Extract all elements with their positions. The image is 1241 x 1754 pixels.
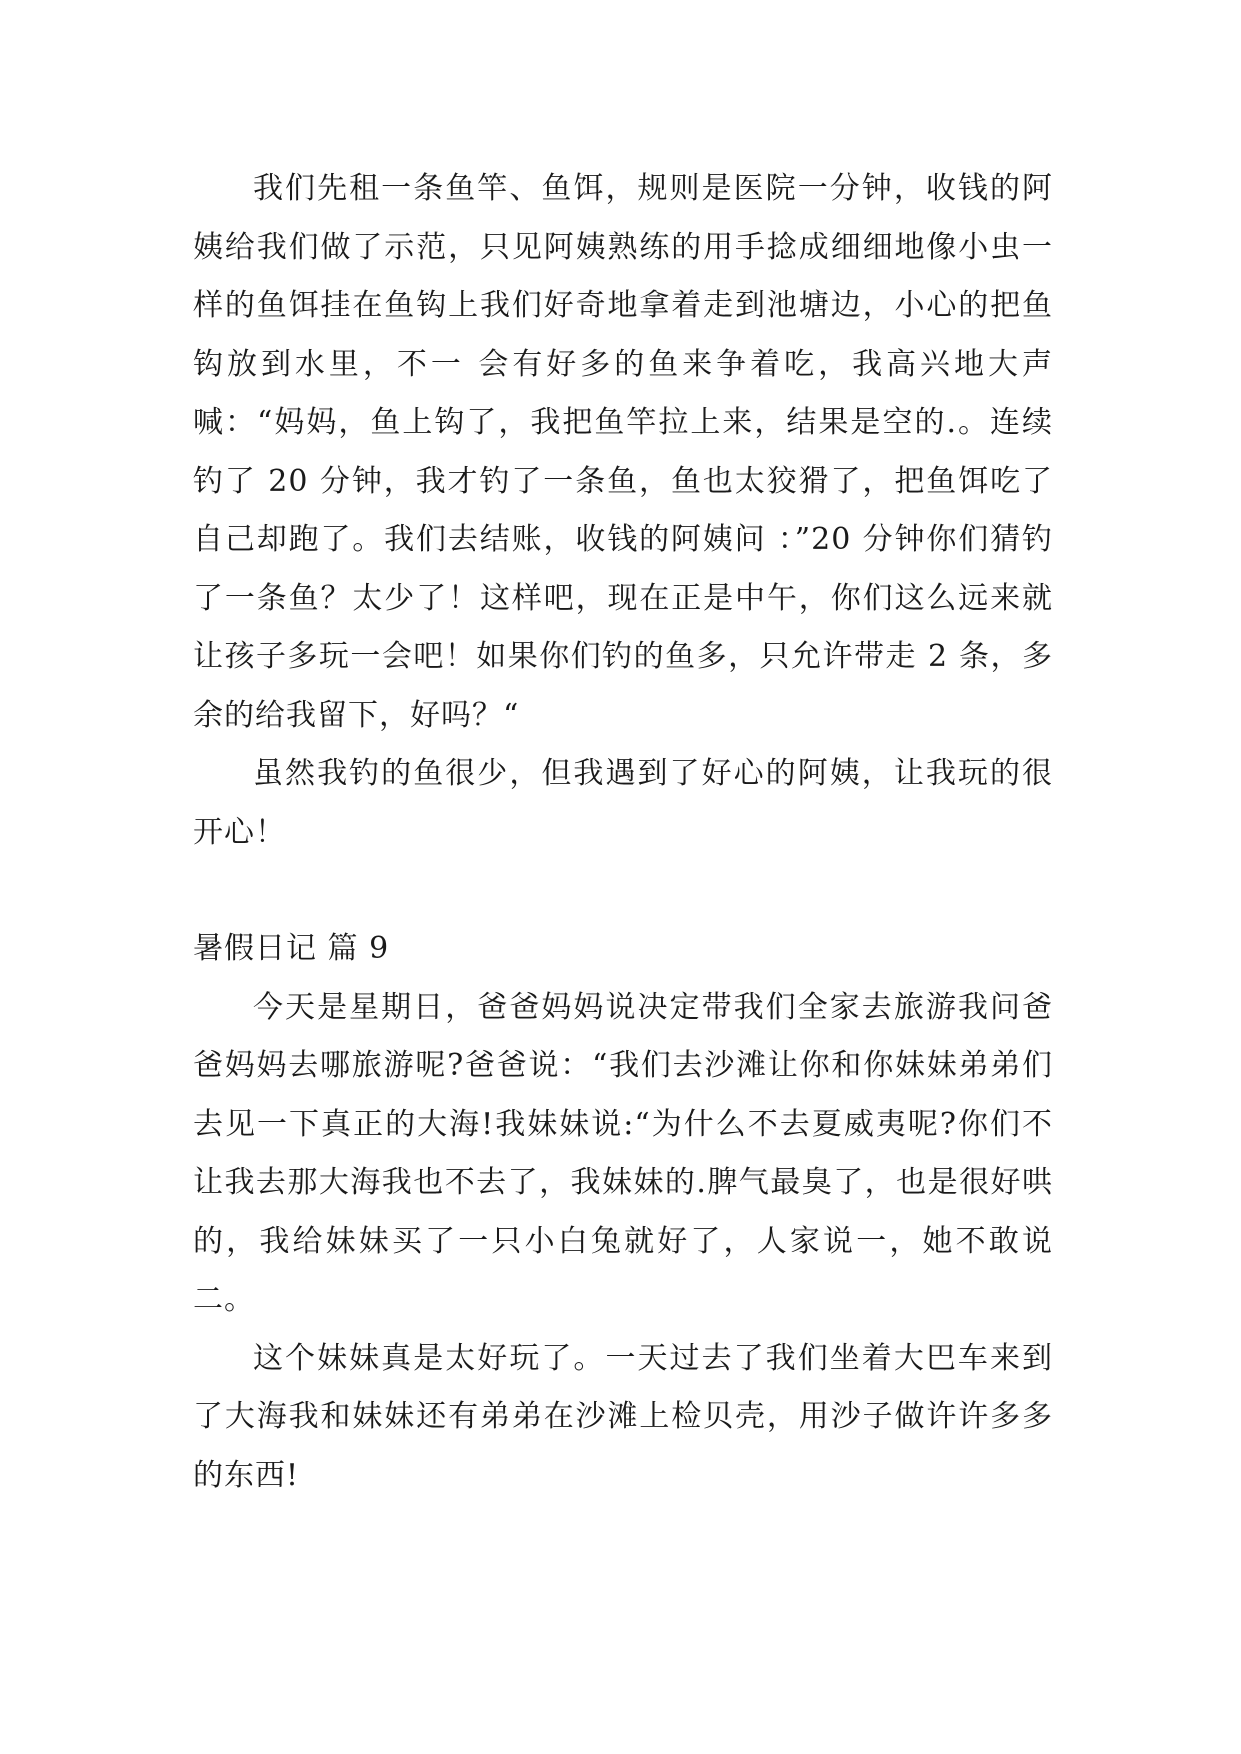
paragraph-beach: 这个妹妹真是太好玩了。一天过去了我们坐着大巴车来到了大海我和妹妹还有弟弟在沙滩上检贝壳，用沙子做许许多多的东西! xyxy=(193,1340,1053,1493)
paragraph-trip-plan: 今天是星期日，爸爸妈妈说决定带我们全家去旅游我问爸爸妈妈去哪旅游呢?爸爸说：“我们去沙滩让你和你妹妹弟弟们去见一下真正的大海!我妹妹说:“为什么不去夏威夷呢?你们不让我去那大海我也不去了，我妹妹的.脾气最臭了，也是很好哄的，我给妹妹买了一只小白兔就好了，人家说一，她不敢说二。 xyxy=(193,989,1053,1317)
document-page xyxy=(193,160,1053,1505)
paragraph-fishing-conclusion: 虽然我钓的鱼很少，但我遇到了好心的阿姨，让我玩的很开心！ xyxy=(193,756,1053,850)
paragraph-fishing: 我们先租一条鱼竿、鱼饵，规则是医院一分钟，收钱的阿姨给我们做了示范，只见阿姨熟练的用手捻成细细地像小虫一样的鱼饵挂在鱼钩上我们好奇地拿着走到池塘边，小心的把鱼钩放到水里，不一 会有好多的鱼来争着吃，我高兴地大声喊：“妈妈，鱼上钩了，我把鱼竿拉上来，结果是空的.。连续钓了 20 分钟，我才钓了一条鱼，鱼也太狡猾了，把鱼饵吃了自己却跑了。我们去结账，收钱的阿姨问 ：”20 分钟你们猜钓了一条鱼？太少了！这样吧，现在正是中午，你们这么远来就让孩子多玩一会吧！如果你们钓的鱼多，只允许带走 2 条，多余的给我留下，好吗？“ xyxy=(193,171,1053,733)
section-gap xyxy=(193,862,1053,920)
section-heading: 暑假日记 篇 9 xyxy=(193,931,390,966)
